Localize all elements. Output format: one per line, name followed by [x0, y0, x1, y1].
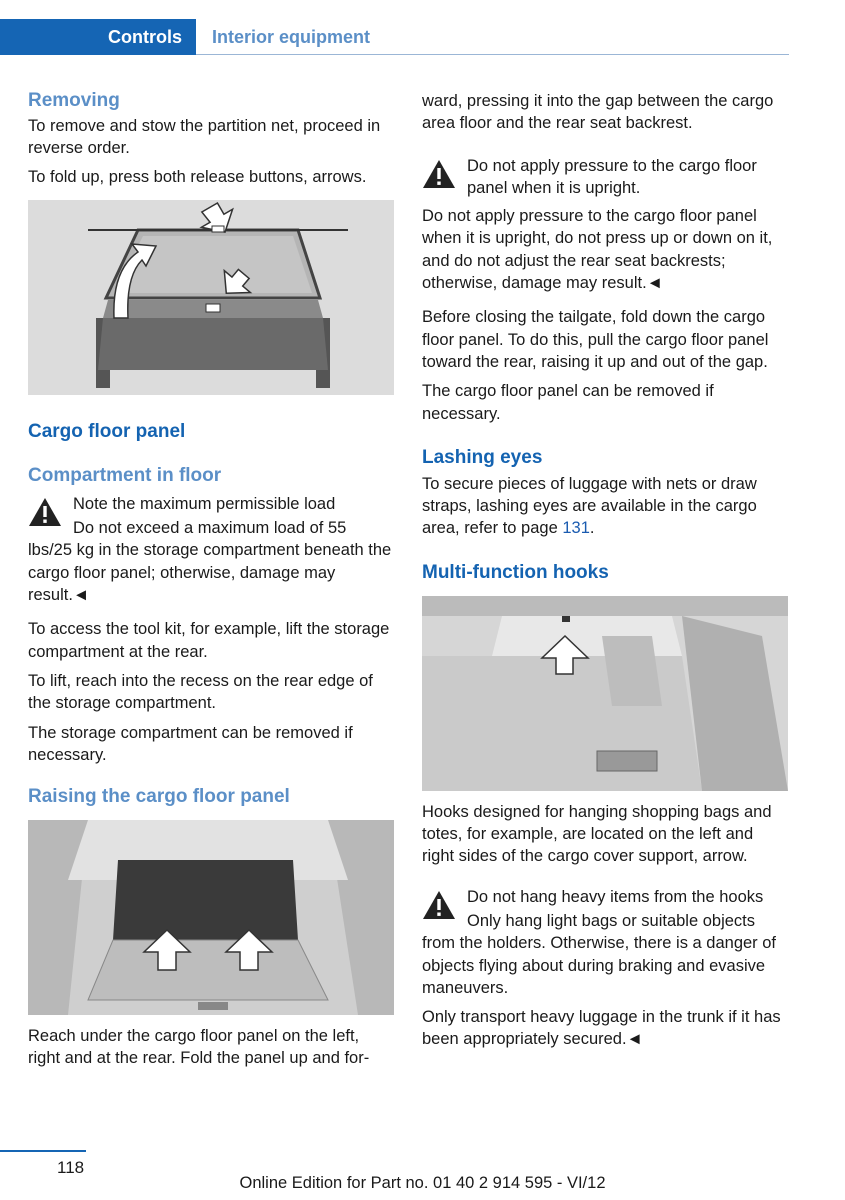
can-remove-text: The cargo floor panel can be removed if necessary. — [422, 382, 714, 423]
header-divider — [196, 54, 789, 55]
warning-load-head: Note the maximum permissible load — [73, 494, 336, 513]
header-tab — [0, 19, 196, 55]
header-section: Interior equipment — [212, 27, 371, 47]
warning-load-body-text: Do not exceed a maximum load of 55 lbs/25 kg in the storage compartment beneath the cargo floor panel; otherwise, damage may result.◄ — [28, 519, 392, 605]
page-131-link[interactable]: 131 — [562, 519, 590, 538]
lashing-text-body: To secure pieces of luggage with nets or draw straps, lashing eyes are available in the cargo area, refer to page — [422, 474, 757, 538]
warning-triangle-icon — [422, 890, 456, 920]
cargo-floor-illustration — [28, 820, 394, 1015]
warning-triangle-icon — [422, 159, 456, 189]
hooks-illustration — [422, 596, 788, 791]
before-closing-text: Before closing the tailgate, fold down the cargo floor panel. To do this, pull the cargo floor panel toward the rear, raising it up and out of the gap. — [422, 308, 769, 371]
compartment-heading: Compartment in floor — [28, 464, 222, 486]
lift-text: To lift, reach into the recess on the rear edge of the storage compartment. — [28, 671, 373, 713]
warning-triangle-icon — [28, 497, 62, 527]
removable-text: The storage compartment can be removed if necessary. — [28, 723, 353, 764]
warning-load — [28, 493, 394, 515]
hooks-text: Hooks designed for hanging shopping bags and totes, for example, are located on the left and right sides of the cargo cover support, arrow. — [422, 802, 772, 866]
partition-net-illustration — [28, 200, 394, 395]
heavy-luggage-text: Only transport heavy luggage in the trunk if it has been appropriately secured.◄ — [422, 1008, 781, 1049]
cargo-floor-heading: Cargo floor panel — [28, 420, 186, 442]
lashing-text-end: . — [589, 519, 595, 538]
footer-divider — [0, 1150, 86, 1152]
warning-hooks — [422, 886, 788, 908]
hooks-heading: Multi-function hooks — [422, 561, 609, 583]
removing-text-1: To remove and stow the partition net, proceed in reverse order. — [28, 117, 381, 158]
right-column — [422, 90, 788, 1058]
edition-text: Online Edition for Part no. 01 40 2 914 595 - VI/12 — [239, 1174, 606, 1192]
removing-heading: Removing — [28, 90, 120, 111]
hooks-figure — [422, 596, 788, 791]
lashing-text — [422, 473, 788, 540]
tool-kit-text: To access the tool kit, for example, lift the storage compartment at the rear. — [28, 620, 390, 661]
removing-text-2: To fold up, press both release buttons, arrows. — [28, 167, 367, 186]
warning-hooks-body-text: Only hang light bags or suitable objects from the holders. Otherwise, there is a danger of objects flying about during braking and evasive maneuvers. — [422, 911, 777, 997]
warning-pressure — [422, 155, 788, 200]
fold-forward-text: ward, pressing it into the gap between the cargo area floor and the rear seat backrest. — [422, 92, 774, 133]
header-tab-label: Controls — [108, 27, 182, 47]
raising-heading: Raising the cargo floor panel — [28, 786, 290, 808]
no-pressure-text: Do not apply pressure to the cargo floor panel when it is upright, do not press up or down on it, and do not adjust the rear seat backrests; otherwise, damage may result.◄ — [422, 207, 773, 293]
cargo-floor-figure — [28, 820, 394, 1015]
warning-hooks-head: Do not hang heavy items from the hooks — [467, 887, 764, 906]
left-column — [28, 90, 394, 1077]
lashing-heading: Lashing eyes — [422, 446, 543, 468]
warning-pressure-head: Do not apply pressure to the cargo floor panel when it is upright. — [467, 156, 757, 197]
reach-under-text: Reach under the cargo floor panel on the left, right and at the rear. Fold the panel up and for- — [28, 1027, 370, 1068]
warning-hooks-body — [422, 910, 788, 999]
warning-load-body — [28, 517, 394, 606]
partition-net-figure — [28, 200, 394, 395]
page-number: 118 — [57, 1158, 85, 1177]
